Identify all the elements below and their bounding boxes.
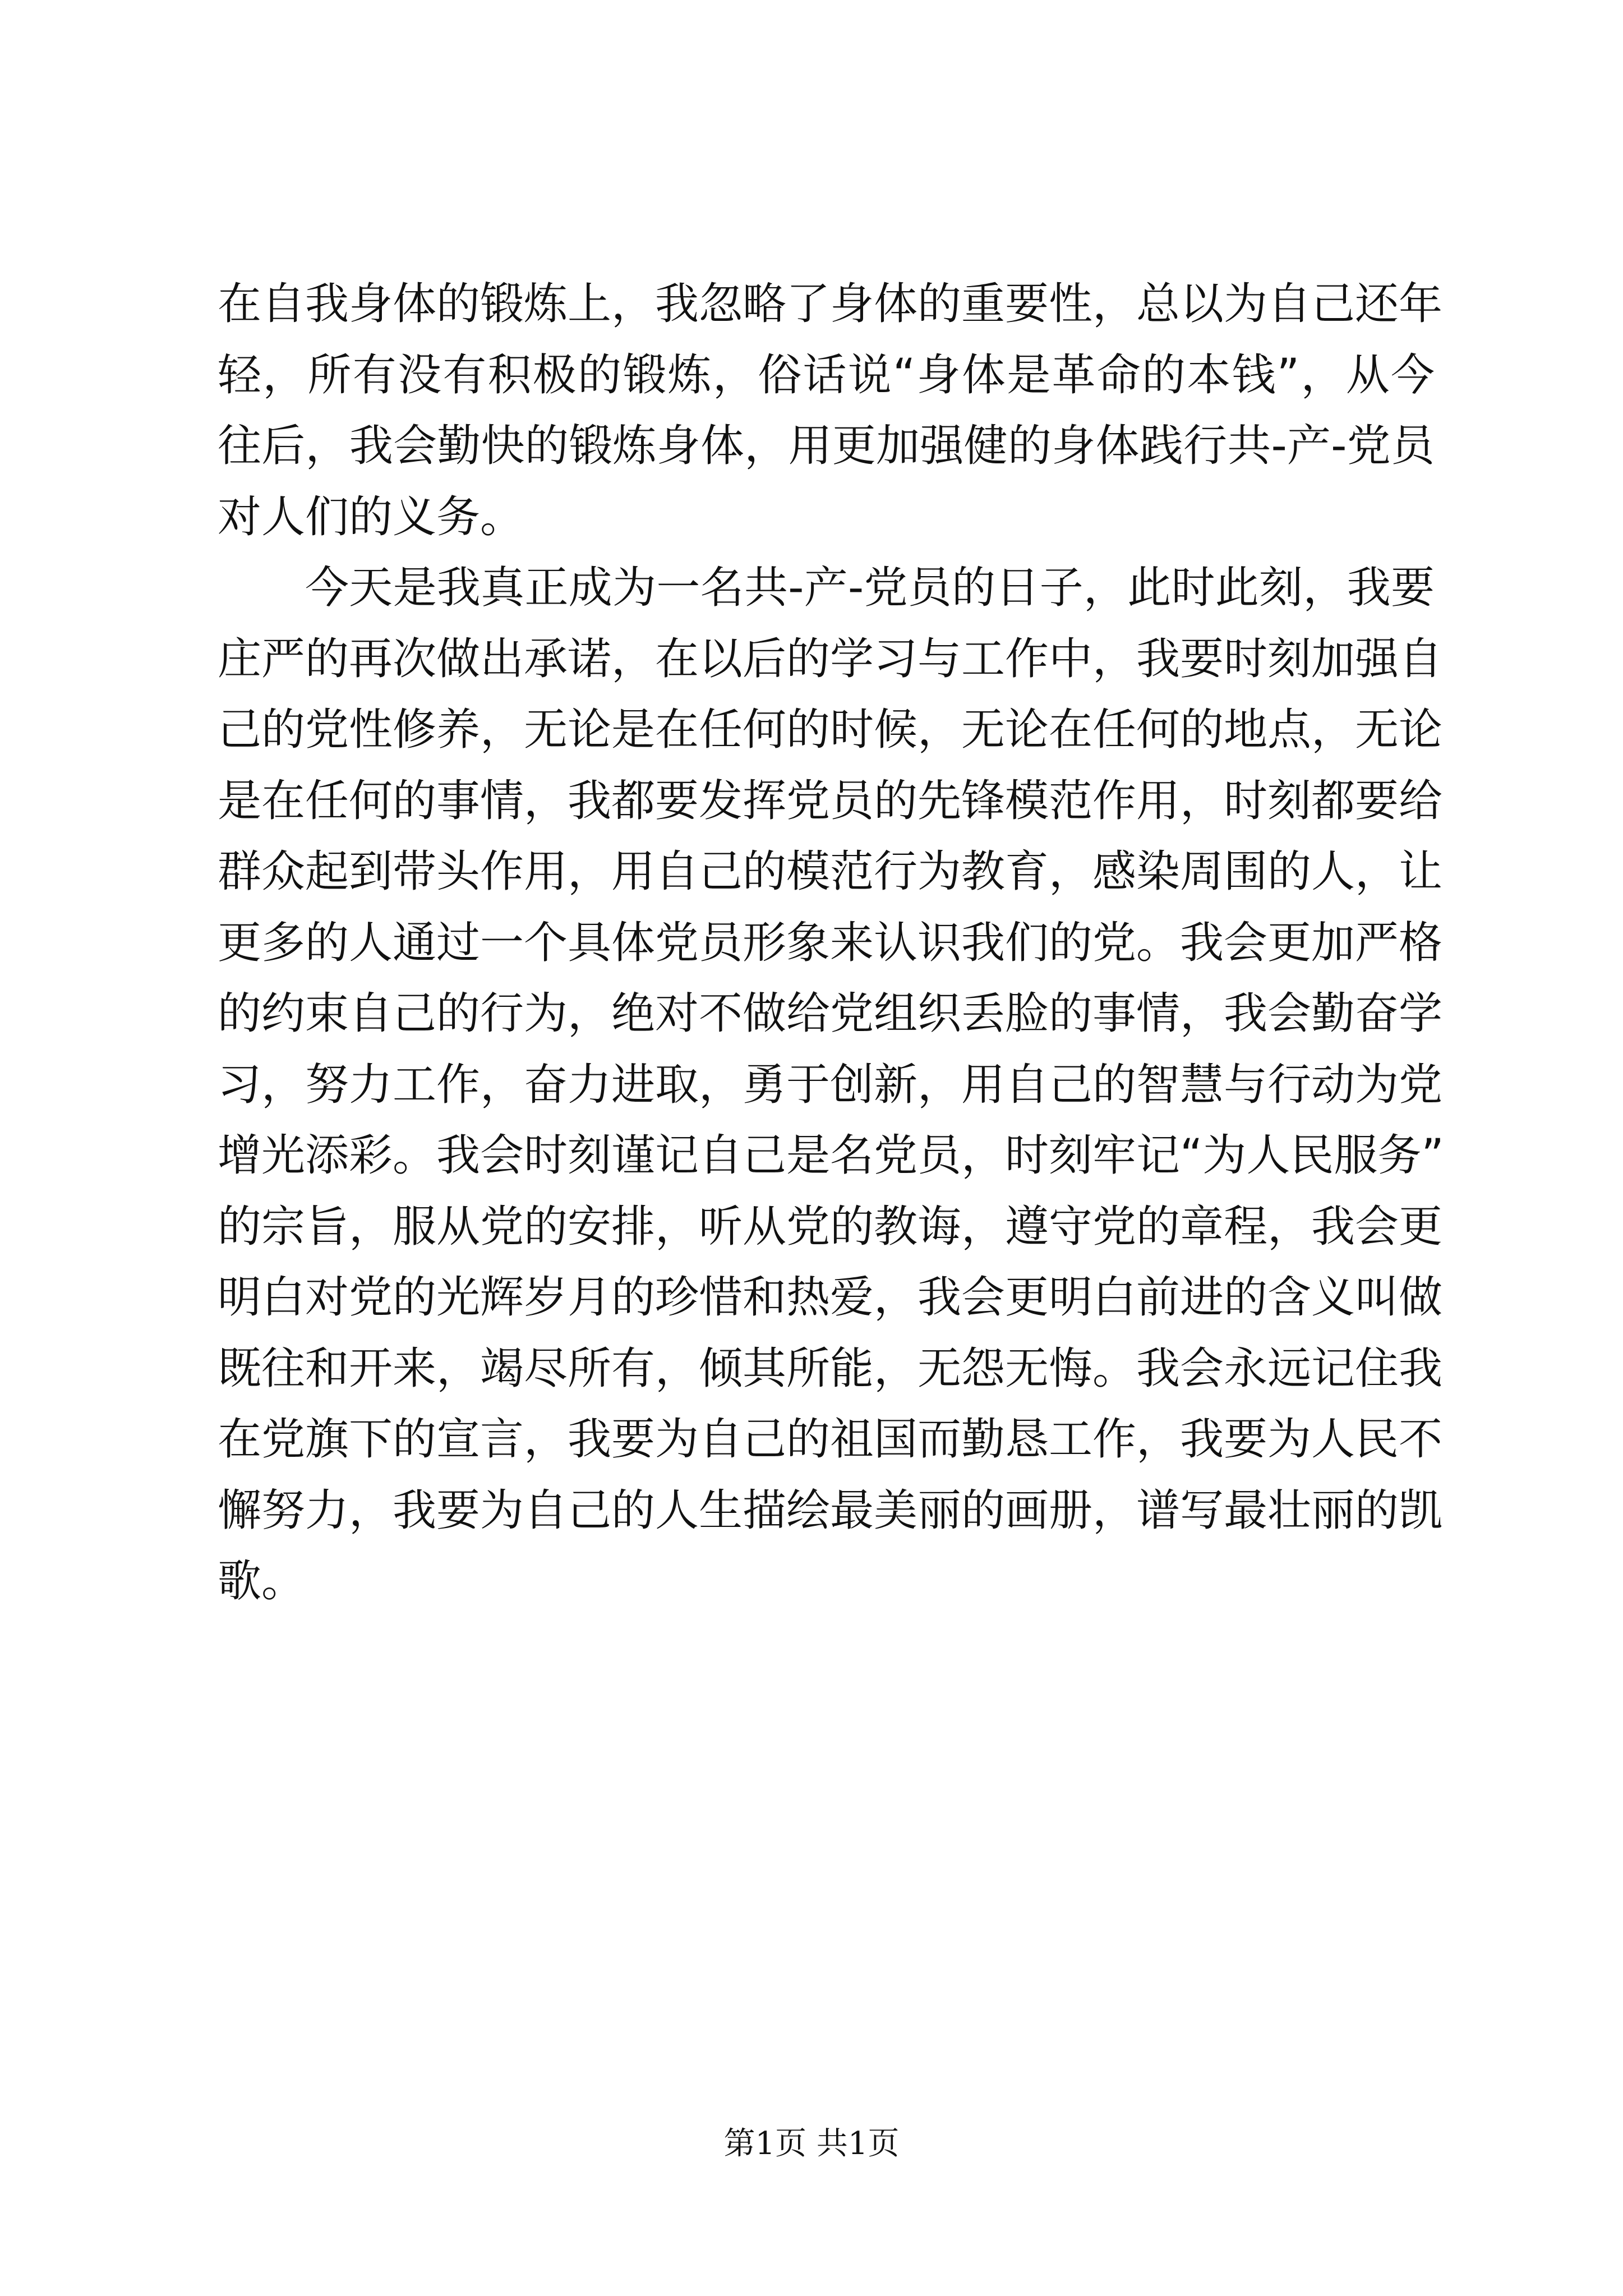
text-line: 对人们的义务。 — [218, 492, 524, 542]
text-line: 明白对党的光辉岁月的珍惜和热爱，我会更明白前进的含义叫做 — [218, 1272, 1443, 1323]
text-line: 庄严的再次做出承诺，在以后的学习与工作中，我要时刻加强自 — [218, 634, 1443, 684]
text-line: 习，努力工作，奋力进取，勇于创新，用自己的智慧与行动为党 — [218, 1060, 1443, 1110]
text-line: 既往和开来，竭尽所有，倾其所能，无怨无悔。我会永远记住我 — [218, 1343, 1443, 1394]
text-line: 的宗旨，服从党的安排，听从党的教诲，遵守党的章程，我会更 — [218, 1202, 1443, 1252]
text-line: 轻，所有没有积极的锻炼，俗话说“身体是革命的本钱”，从今 — [218, 350, 1435, 401]
text-line: 今天是我真正成为一名共-产-党员的日子，此时此刻，我要 — [305, 563, 1435, 613]
page-footer: 第1页 共1页 — [723, 2125, 900, 2162]
text-line: 更多的人通过一个具体党员形象来认识我们的党。我会更加严格 — [218, 918, 1443, 968]
text-line: 往后，我会勤快的锻炼身体，用更加强健的身体践行共-产-党员 — [218, 421, 1435, 471]
text-line: 是在任何的事情，我都要发挥党员的先锋模范作用，时刻都要给 — [218, 776, 1443, 826]
text-line: 在党旗下的宣言，我要为自己的祖国而勤恳工作，我要为人民不 — [218, 1414, 1443, 1465]
text-line: 群众起到带头作用，用自己的模范行为教育，感染周围的人，让 — [218, 846, 1443, 897]
text-line: 己的党性修养，无论是在任何的时候，无论在任何的地点，无论 — [218, 705, 1443, 755]
text-line: 在自我身体的锻炼上，我忽略了身体的重要性，总以为自己还年 — [218, 279, 1443, 329]
text-line: 懈努力，我要为自己的人生描绘最美丽的画册，谱写最壮丽的凯 — [218, 1485, 1443, 1536]
text-line: 增光添彩。我会时刻谨记自己是名党员，时刻牢记“为人民服务” — [218, 1130, 1444, 1181]
text-line: 歌。 — [218, 1556, 306, 1607]
text-line: 的约束自己的行为，绝对不做给党组织丢脸的事情，我会勤奋学 — [218, 988, 1443, 1039]
